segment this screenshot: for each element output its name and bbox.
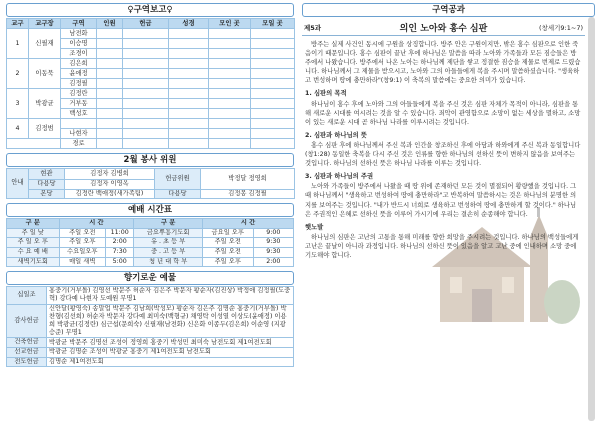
table-row (7, 189, 295, 199)
total-cell: 경로 (61, 139, 97, 149)
col-gyogu: 교구 (7, 19, 29, 29)
col-met-place: 모인 곳 (209, 19, 251, 29)
lesson-heading-3: 3. 심판과 하나님의 주권 (305, 173, 374, 181)
gyogu-cell: 4 (7, 119, 29, 139)
district-cell: 거부동 (61, 99, 97, 109)
lesson-heading-4: 햇노발 (305, 223, 324, 231)
offering-category: 선교헌금 (7, 347, 47, 357)
service-name-cell: 김정자 김병희 (65, 169, 155, 180)
schedule-cell: 금요일 오후 (203, 228, 254, 238)
schedule-cell: 11:00 (106, 228, 134, 238)
lesson-paragraph-2: 홍수 심판 후에 하나님께서 주신 복과 인간을 창조하신 후에 아담과 하와에게 주신 복과 동일합니다(창1:28) 동일한 축복을 다시 주신 것은 인류를 향한 하나님의 선하신 뜻이 변하지 않음을 보여주는 것입니다. 하나님의 선하신 뜻은 하나님 나라를 이루는 것입니다. (305, 141, 581, 168)
schedule-cell: 주일 오후 (59, 238, 105, 248)
service-name-cell: 김정란 백애정(새가족팀) (65, 189, 155, 199)
lesson-heading-1: 1. 심판의 목적 (305, 90, 347, 98)
col-leader: 교구장 (29, 19, 61, 29)
schedule-cell: 2:00 (253, 257, 293, 267)
lesson-header (302, 21, 585, 36)
lesson-paragraph-1: 하나님이 홍수 후에 노아와 그의 아들들에게 복을 주신 것은 심판 자체가 목적이 아니라, 심판을 통해 새로운 시대를 여시려는 것을 알 수 있습니다. 죄악이 관영함으로 소망이 없는 세상을 멸하고, 소망이 있는 새로운 시대 곧 하나님 나라를 이루시려는 것입니다. (305, 100, 581, 126)
district-cell: 윤애정 (61, 69, 97, 79)
lesson-content (302, 17, 585, 421)
schedule-cell: 유 . 초 등 부 (134, 238, 203, 248)
offering-category: 전도헌금 (7, 357, 47, 367)
district-cell: 김은희 (61, 59, 97, 69)
service-name-cell: 김정자 이영옥 (65, 180, 155, 190)
schedule-cell: 수요일오후 (59, 247, 105, 257)
district-cell: 이승명 (61, 39, 97, 49)
schedule-col-type2: 구 분 (134, 219, 203, 229)
table-row (7, 228, 294, 238)
schedule-cell: 9:30 (253, 238, 293, 248)
table-row (7, 139, 295, 149)
col-district: 구역 (61, 19, 97, 29)
service-sub2-cell: 헌금위원 (155, 169, 201, 190)
table-row (7, 59, 295, 69)
table-row (7, 347, 294, 357)
schedule-cell: 5:00 (106, 257, 134, 267)
schedule-col-type: 구 분 (7, 219, 60, 229)
schedule-cell: 9:00 (253, 228, 293, 238)
schedule-cell: 주일 오전 (203, 238, 254, 248)
offering-table (6, 286, 294, 367)
lesson-section-title: 구역공과 (302, 3, 595, 17)
table-row (7, 29, 295, 39)
gyogu-cell: 1 (7, 29, 29, 59)
table-row (7, 257, 294, 267)
gyogu-cell: 3 (7, 89, 29, 119)
left-column (6, 3, 294, 421)
schedule-cell: 수 요 예 배 (7, 247, 60, 257)
table-row (7, 169, 295, 180)
leader-cell: 이동묵 (29, 59, 61, 89)
table-row (7, 357, 294, 367)
lesson-title: 의인 노아와 홍수 심판 (399, 24, 488, 34)
schedule-cell: 중 . 고 등 부 (134, 247, 203, 257)
offering-category: 건축헌금 (7, 338, 47, 348)
table-row (7, 287, 294, 304)
schedule-header-row (7, 219, 294, 229)
schedule-cell: 주 일 오 후 (7, 238, 60, 248)
offering-title: 향기로운 예물 (6, 271, 294, 285)
col-meet-place: 모일 곳 (251, 19, 295, 29)
offering-names: 홍중기(거부돌) 김영선 박문주 허순자 김은주 박문자 황순자(김진상) 박정애 김정필(도중혁) 강다예 나현자 도예원 무명1 (47, 287, 294, 304)
schedule-cell: 2:00 (106, 238, 134, 248)
table-row (7, 304, 294, 338)
offering-names: 박광균 김명순 조성이 박광균 홍중기 제1여전도회 남전도회 (47, 347, 294, 357)
offering-names: 김명순 제1여전도회 (47, 357, 294, 367)
ministry-report-title: ♀구역보고♀ (6, 3, 294, 17)
worship-schedule-table (6, 218, 294, 267)
col-count: 인원 (97, 19, 123, 29)
schedule-cell: 금요뿌흥기도회 (134, 228, 203, 238)
schedule-cell: 주일 오전 (59, 228, 105, 238)
schedule-cell: 주일 오후 (203, 257, 254, 267)
service-committee-title: 2월 봉사 위원 (6, 153, 294, 167)
offering-names: 박광균 박문주 김명선 조성이 정영희 홍중기 박성민 최미숙 남전도회 제1여전도회 (47, 338, 294, 348)
service-group-cell: 안내 (7, 169, 29, 199)
leader-cell: 박광균 (29, 89, 61, 119)
leader-cell: 김정범 (29, 119, 61, 139)
col-offering: 헌금 (123, 19, 169, 29)
schedule-cell: 새벽기도회 (7, 257, 60, 267)
gyogu-cell: 2 (7, 59, 29, 89)
district-cell: 남전화 (61, 29, 97, 39)
district-cell: 조경이 (61, 49, 97, 59)
offering-category: 십일조 (7, 287, 47, 304)
table-row (7, 338, 294, 348)
service-sub-cell: 다용당 (29, 180, 65, 190)
lesson-intro: 방주는 실제 사건인 동시에 구원을 상징합니다. 방주 안은 구원이지만, 밖은 홍수 심판으로 인한 죽음이기 때문입니다. 홍수 심판이 끝난 후에 하나님은 말씀을 따라 노아와 가족들과 모든 짐승들은 방주에서 나왔습니다. 방주에서 나온 노아는 하나님께 제단을 쌓고 정결한 짐승을 제물로 번제로 드렸습니다. 하나님께서 그 제물을 받으시고, 노아와 그의 아들들에게 복을 주시며 말씀하셨습니다. "생육하고 번성하며 땅에 충만하라"(창9:1) 이 축복의 말씀에는 중요한 의미가 있습니다. (305, 41, 581, 85)
service-committee-table (6, 168, 295, 199)
ministry-report-table (6, 18, 295, 149)
schedule-cell: 주 일 낮 (7, 228, 60, 238)
leader-cell: 신필재 (29, 29, 61, 59)
service-sub2-cell: 다용당 (155, 189, 201, 199)
lesson-paragraph-4: 하나님의 심판은 고난의 고통을 통해 미래를 향한 희망을 주시려는 것입니다. 하나님의 백성들에게 고난은 끝날이 아니라 과정입니다. 하나님의 선하신 뜻이 있음을 알고 고난 중에 인내하며 소망 중에 기도해야 합니다. (305, 233, 579, 259)
table-row (7, 247, 294, 257)
offering-category: 감사헌금 (7, 304, 47, 338)
schedule-cell: 매일 새벽 (59, 257, 105, 267)
district-cell: 김정란 (61, 89, 97, 99)
service-name2-cell: 박정달 정영희 (201, 169, 295, 190)
table-row (7, 119, 295, 129)
lesson-reference: (창세기9:1~7) (539, 24, 583, 32)
schedule-cell: 청 년 대 학 부 (134, 257, 203, 267)
lesson-heading-2: 2. 심판과 하나님의 뜻 (305, 131, 368, 139)
district-cell: 백성호 (61, 109, 97, 119)
lesson-paragraph-3: 노아와 가족들이 방주에서 나왔을 때 땅 위에 존재하던 모든 것이 멸절되어 황량했을 것입니다. 그때 하나님께서 "생육하고 번성하여 땅에 충만하라"고 반복하여 말씀하시는 것은 하나님의 분명한 의지를 보여주는 것입니다. "내가 반드시 너희로 생육하고 번성하여 땅에 충만하게 할 것이다." 하나님은 주권적인 은혜로 선하신 뜻을 이루어 가시기에 우리는 결손히 순종해야 합니다. (305, 183, 577, 218)
lesson-body (302, 40, 585, 260)
side-bar-decoration (588, 17, 595, 421)
table-row (7, 89, 295, 99)
col-bible: 성경 (169, 19, 209, 29)
service-sub-cell: 본당 (29, 189, 65, 199)
worship-schedule-title: 예배 시간표 (6, 203, 294, 217)
ministry-header-row (7, 19, 295, 29)
table-row (7, 238, 294, 248)
schedule-cell: 9:30 (253, 247, 293, 257)
schedule-cell: 주일 오전 (203, 247, 254, 257)
schedule-col-time2: 시 간 (203, 219, 294, 229)
service-name2-cell: 김정봉 김정필 (201, 189, 295, 199)
service-sub-cell: 현관 (29, 169, 65, 180)
district-cell: 나현자 (61, 129, 97, 139)
schedule-cell: 7:30 (106, 247, 134, 257)
lesson-number: 제5과 (304, 24, 322, 32)
district-cell (61, 119, 97, 129)
offering-names: 신안달(황영숙) 송말업 박문주 김남희(박성모) 황순자 김은주 김명순 홍중기(거부돌) 박찬형(김선희) 허순자 박문자 강다예 최미숙(백형규) 채영탁 이성열 이상도(윤애정) 이용희 박광균(김정란) 심근섭(문희숙) 신필재(남전화) 신은화 이종두(김은희) 이순영 (지광 승준) 무명1 (47, 304, 294, 338)
schedule-col-time: 시 간 (59, 219, 134, 229)
district-cell: 김정필 (61, 79, 97, 89)
right-column (302, 3, 595, 421)
